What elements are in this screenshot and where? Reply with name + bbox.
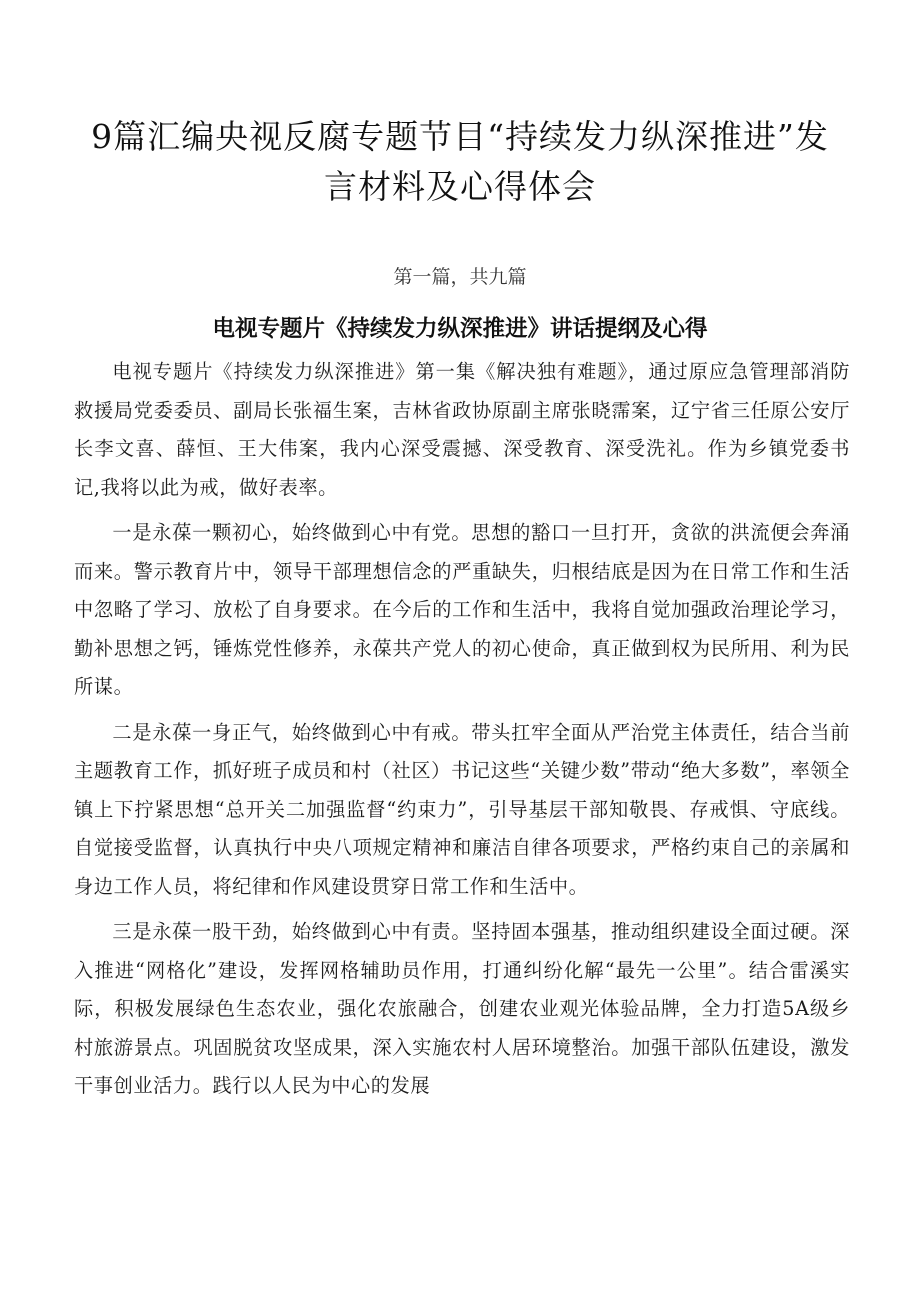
document-title [60,112,860,212]
section-heading: 电视专题片《持续发力纵深推进》讲话提纲及心得 [212,316,708,342]
paragraph-point-1: 一是永葆一颗初心，始终做到心中有党。思想的豁口一旦打开，贪欲的洪流便会奔涌而来。警示教育片中，领导干部理想信念的严重缺失，归根结底是因为在日常工作和生活中忽略了学习、放松了自身要求。在今后的工作和生活中，我将自觉加强政治理论学习，勤补思想之钙，锤炼党性修养，永葆共产党人的初心使命，真正做到权为民所用、利为民所谋。 [74,521,850,698]
paragraph-intro: 电视专题片《持续发力纵深推进》第一集《解决独有难题》，通过原应急管理部消防救援局党委委员、副局长张福生案，吉林省政协原副主席张晓霈案，辽宁省三任原公安厅长李文喜、薛恒、王大伟案，我内心深受震撼、深受教育、深受洗礼。作为乡镇党委书记,我将以此为戒，做好表率。 [74,360,850,499]
document-body [74,353,850,1106]
document-title-line-1: 9篇汇编央视反腐专题节目“持续发力纵深推进”发 [91,117,829,156]
paragraph-point-2: 二是永葆一身正气，始终做到心中有戒。带头扛牢全面从严治党主体责任，结合当前主题教育工作，抓好班子成员和村（社区）书记这些“关键少数”带动“绝大多数”，率领全镇上下拧紧思想“总开关二加强监督“约束力”，引导基层干部知敬畏、存戒惧、守底线。自觉接受监督，认真执行中央八项规定精神和廉洁自律各项要求，严格约束自己的亲属和身边工作人员，将纪律和作风建设贯穿日常工作和生活中。 [74,720,850,898]
paragraph-point-3: 三是永葆一股干劲，始终做到心中有责。坚持固本强基，推动组织建设全面过硬。深入推进“网格化”建设，发挥网格辅助员作用，打通纠纷化解“最先一公里”。结合雷溪实际，积极发展绿色生态农业，强化农旅融合，创建农业观光体验品牌，全力打造5A级乡村旅游景点。巩固脱贫攻坚成果，深入实施农村人居环境整治。加强干部队伍建设，激发干事创业活力。践行以人民为中心的发展 [74,920,850,1097]
document-title-line-2: 言材料及心得体会 [324,167,596,206]
part-label: 第一篇，共九篇 [393,266,527,288]
